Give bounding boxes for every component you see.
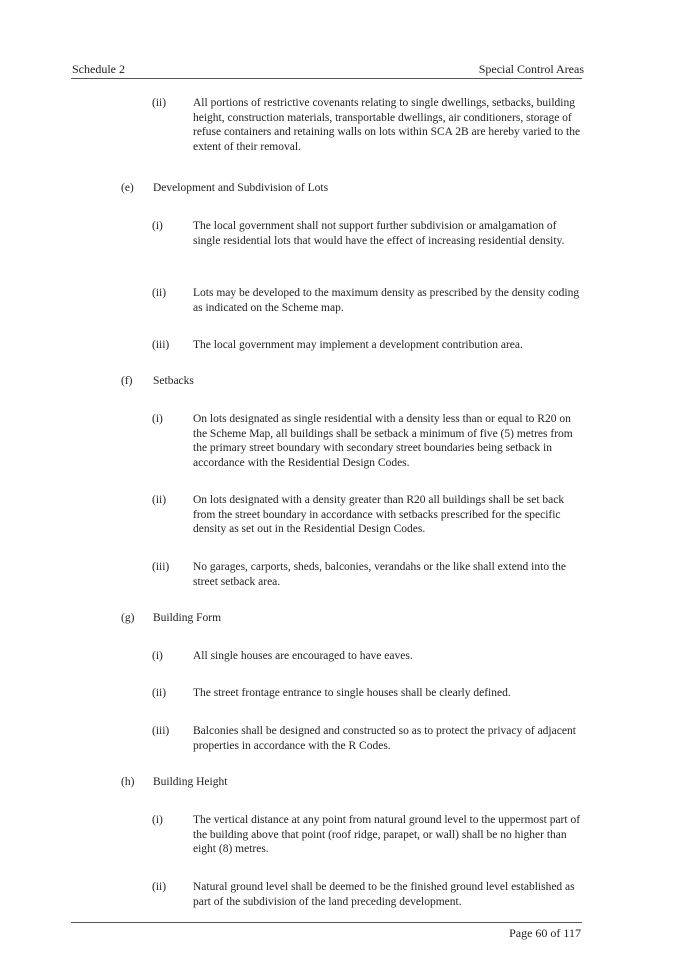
clause-number: (ii) — [152, 881, 167, 893]
header-schedule: Schedule 2 — [72, 62, 125, 76]
clause-text: On lots designated as single residential with a density less than or equal to R20 on the Scheme Map, all buildings shall be setback a minimum of five (5) metres from the primary street boundary with secondary street boundaries being setback in accordance with the Residential Design Codes. — [193, 413, 573, 470]
clause-number: (ii) — [152, 494, 167, 506]
clause-text: On lots designated with a density greater than R20 all buildings shall be set back from the street boundary in accordance with setbacks prescribed for the specific density as set out in the Residential Design Codes. — [193, 494, 565, 536]
page-number: Page 60 of 117 — [509, 926, 581, 940]
clause-number: (ii) — [152, 287, 167, 299]
clause-text: Balconies shall be designed and constructed so as to protect the privacy of adjacent properties in accordance with the R Codes. — [193, 725, 576, 752]
section-title: Setbacks — [153, 375, 194, 387]
section-number: (h) — [121, 776, 135, 788]
clause-number: (iii) — [152, 725, 170, 737]
section-number: (g) — [121, 612, 135, 624]
section-title: Development and Subdivision of Lots — [153, 182, 329, 194]
clause-text: Lots may be developed to the maximum density as prescribed by the density coding as indicated on the Scheme map. — [193, 287, 580, 314]
clause-number: (i) — [152, 814, 163, 826]
clause-number: (i) — [152, 220, 163, 232]
header-rule — [71, 78, 582, 79]
footer-rule — [71, 922, 582, 923]
clause-number: (i) — [152, 413, 163, 425]
clause-text: The street frontage entrance to single houses shall be clearly defined. — [193, 687, 511, 699]
clause-text: The vertical distance at any point from natural ground level to the uppermost part of the building above that point (roof ridge, parapet, or wall) shall be no higher than eight (8) metres. — [193, 814, 581, 856]
clause-text: The local government shall not support further subdivision or amalgamation of single residential lots that would have the effect of increasing residential density. — [193, 220, 565, 247]
section-title: Building Form — [153, 612, 222, 624]
clause-number: (iii) — [152, 339, 170, 351]
clause-number: (iii) — [152, 561, 170, 573]
clause-number: (i) — [152, 650, 163, 662]
clause-text: All portions of restrictive covenants relating to single dwellings, setbacks, building height, construction materials, transportable dwellings, air conditioners, storage of refuse containers and retaining walls on lots within SCA 2B are hereby varied to the extent of their removal. — [193, 97, 581, 154]
clause-text: Natural ground level shall be deemed to be the finished ground level established as part of the subdivision of the land preceding development. — [193, 881, 575, 908]
clause-number: (ii) — [152, 97, 167, 109]
clause-text: The local government may implement a development contribution area. — [193, 339, 523, 351]
clause-number: (ii) — [152, 687, 167, 699]
clause-text: No garages, carports, sheds, balconies, verandahs or the like shall extend into the street setback area. — [193, 561, 566, 588]
section-number: (f) — [121, 375, 133, 387]
section-title: Building Height — [153, 776, 228, 788]
section-number: (e) — [121, 182, 134, 194]
header-section-title: Special Control Areas — [478, 62, 584, 76]
clause-text: All single houses are encouraged to have eaves. — [193, 650, 413, 662]
